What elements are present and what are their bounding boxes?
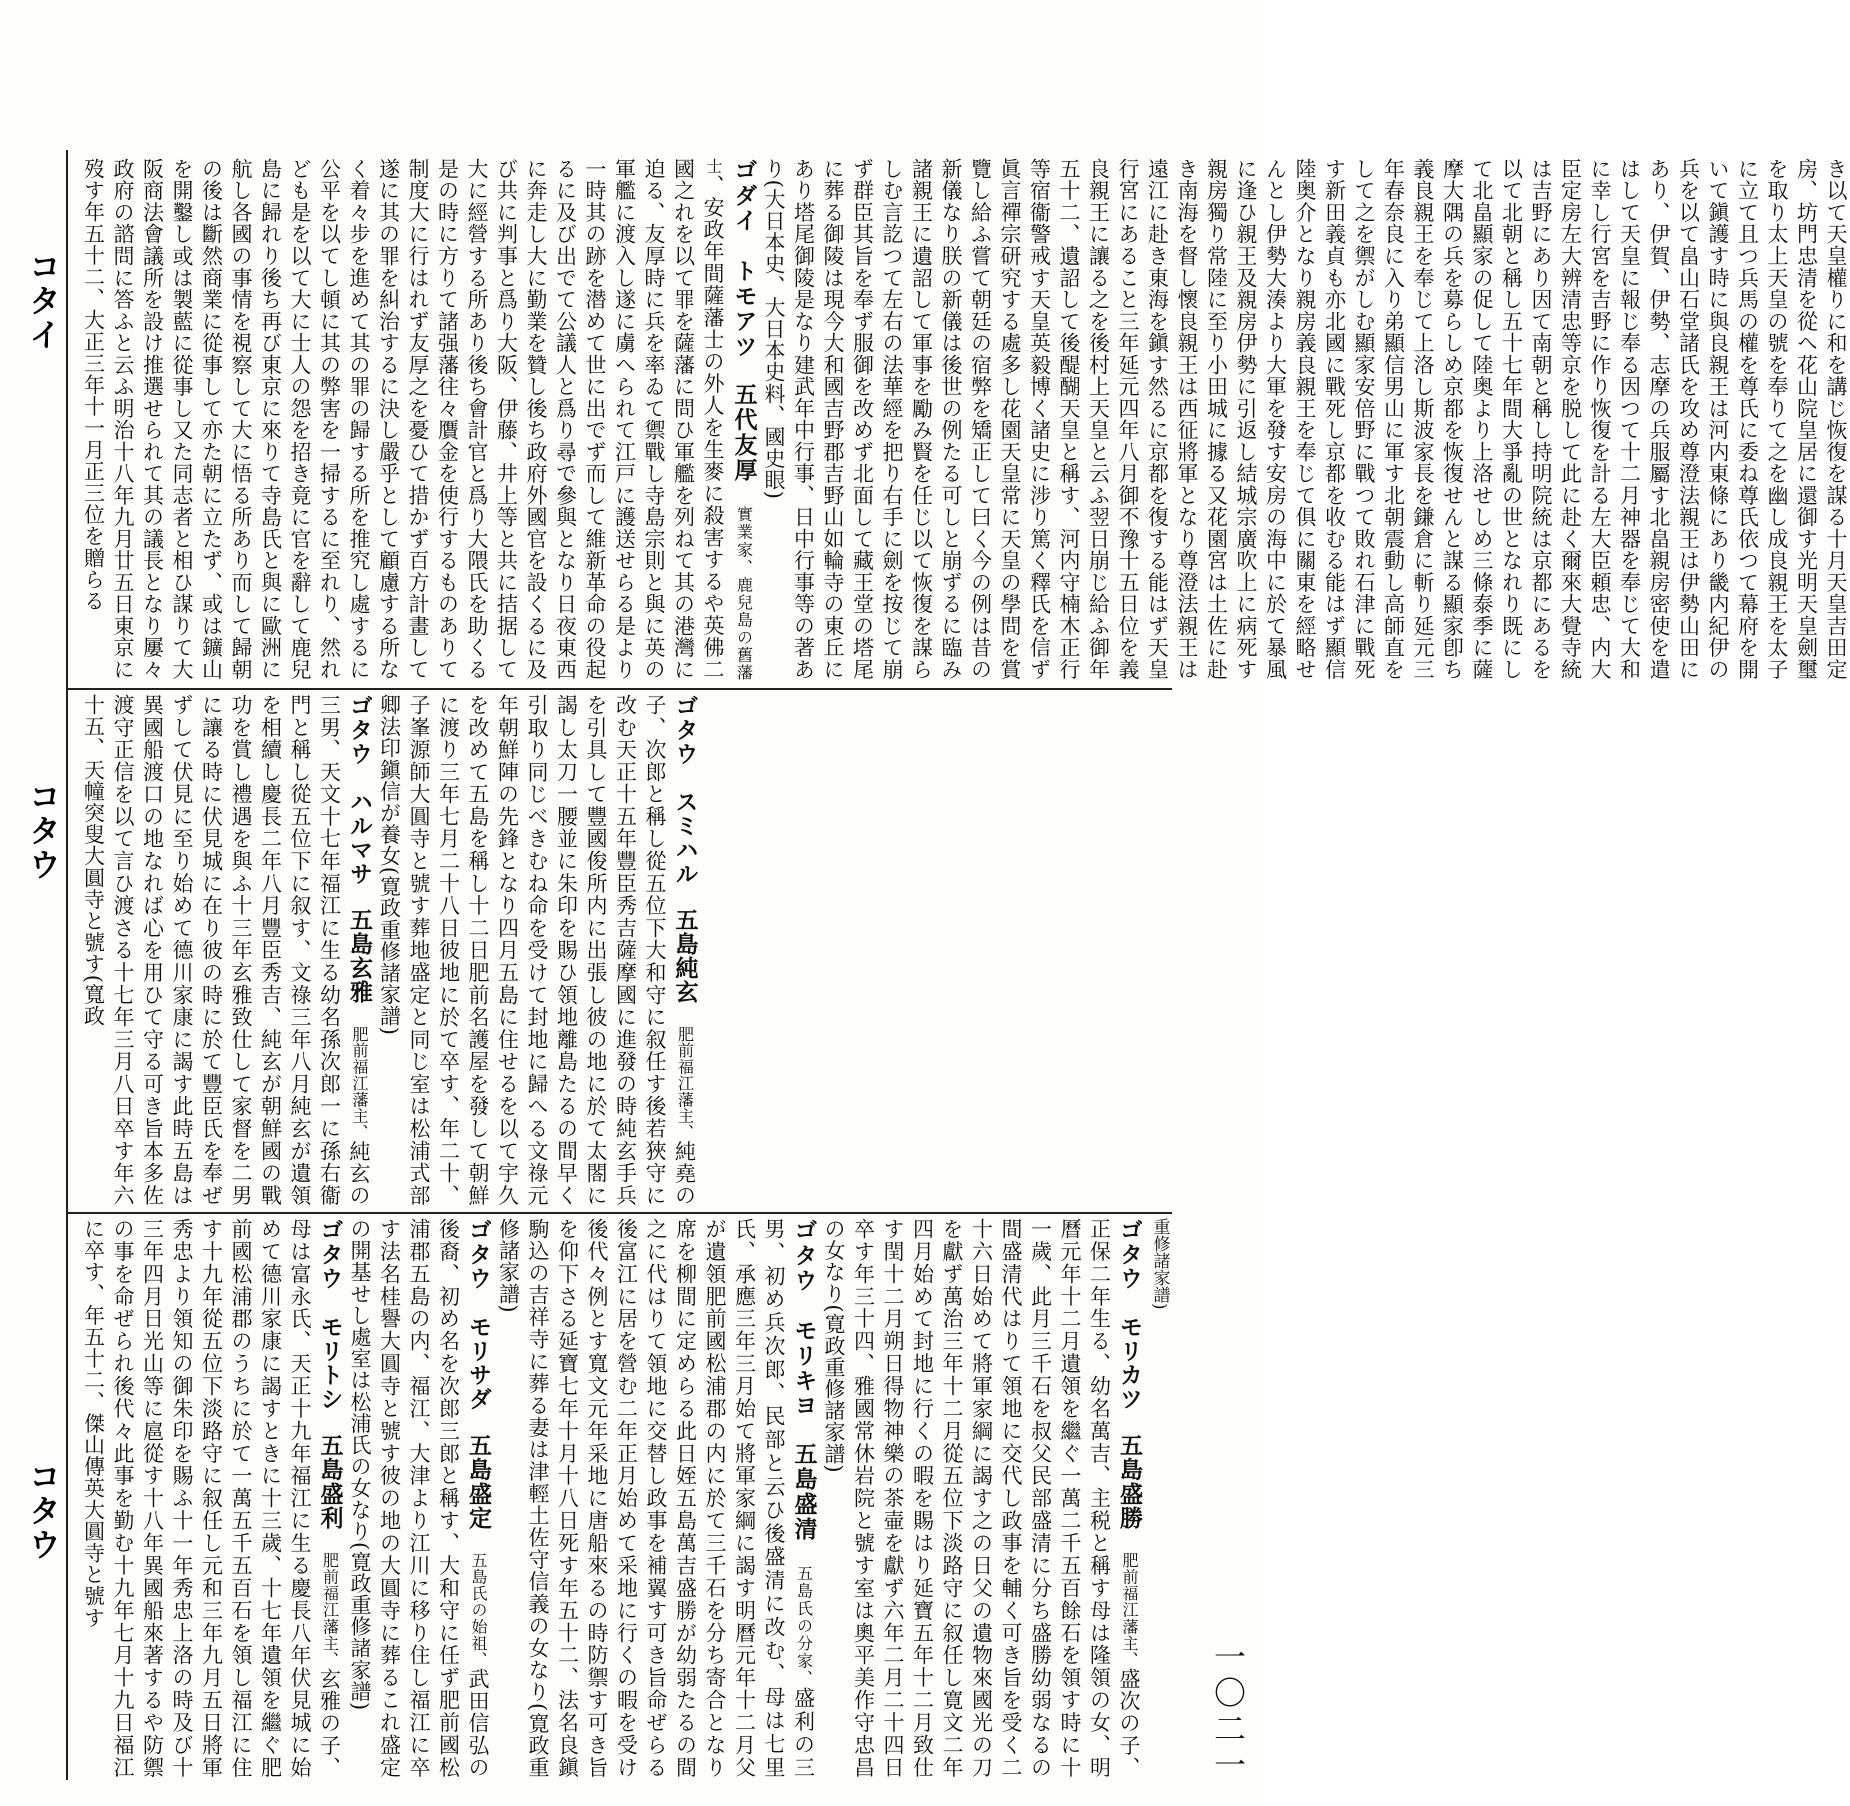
entry-name: 五島盛定 [465, 1433, 491, 1530]
entry-name: 五島盛利 [316, 1433, 343, 1530]
entry-headword: ゴタウ モリトシ [316, 1218, 343, 1412]
entry-body: 武田信弘の後裔、初め名を次郎三郎と稱す、大和守に任ず肥前國松浦郡五島の内、福江、大津より江川に移り住し福江に卒す法名桂譽大圓寺と號す彼の地の大圓寺に葬るこれ盛定の開基せし處室は松浦氏の女なり(寛政重修諸家譜) [348, 1218, 490, 1779]
entry-title: 肥前福江藩主、 [1120, 1552, 1139, 1668]
entry-body: 玄雅の子、母は富永氏、天正十九年福江に生る慶長八年伏見城に始めて德川家康に謁すときに十三歲、十七年遺領を繼ぐ肥前國松浦郡のうちに於て一萬五千五百石を領し福江に住す十九年從五位下淡路守に叙任し元和三年九月五日將軍秀忠より領知の御朱印を賜ふ十一年秀忠上洛の時及び十三年四月日光山等に扈從す十八年異國船來著するや防禦の事を命ぜられ後代々此事を勤む十九年七月十九日福江に卒す、年五十二、傑山傳英大圓寺と號す [81, 1218, 342, 1779]
left-frame-rule [66, 150, 68, 1780]
entry-body: 純玄の三男、天文十七年福江に生る幼名孫次郎一に孫右衞門と稱し從五位下に叙す、文祿三年八月純玄が遺領を相續し慶長二年八月豐臣秀吉、純玄が朝鮮國の戰功を賞し禮遇を與ふ十三年玄雅致仕して家督を二男に讓る時に伏見城に在り彼の時に於て豐臣氏を奉ぜずして伏見に至り始めて德川家康に謁す此時五島は異國船渡口の地なれば心を用ひて守る可き旨本多佐渡守正信を以て言ひ渡さる十七年三月八日卒す年六十五、天幢突叟大圓寺と號す(寬政 [81, 694, 371, 1206]
entry-godai-tomoatsu [78, 158, 759, 680]
entry-goto-sumiharu [374, 694, 700, 1206]
entry-title: 五島氏の分家、 [794, 1564, 814, 1688]
entry-name: 五島盛勝 [1116, 1433, 1142, 1530]
entry-title: 肥前福江藩主、 [320, 1552, 340, 1668]
entry-goto-morikiyo [493, 1218, 819, 1778]
band-divider-lower [66, 1212, 1172, 1214]
entry-goto-morikatsu [819, 1218, 1145, 1778]
entry-headword: ゴタウ ハルマサ [346, 694, 372, 886]
index-tab-kotau-2: コタウ [24, 1460, 62, 1562]
band-middle-text [78, 694, 700, 1206]
entry-body: 盛次の子、正保二年生る、幼名萬吉、主税と稱す母は隆領の女、明曆元年十二月遺領を繼ぐ一萬二千五百餘石を領す時に十一歲、此月三千石を叔父民部盛清に分ち盛勝幼弱なるの間盛清代はりて領地に交代し政事を輔く可き旨を受く二十六日始めて將軍家綱に謁す之の日父の遺物來國光の刀を獻ず萬治三年十二月從五位下淡路守に叙任し寛文二年四月始めて封地に行くの暇を賜はり延寶五年十二月致仕す閏十二月朔日得物神樂の茶壷を獻ず六年二月二十四日卒す年三十四、雅國常休岩院と號す室は奧平美作守忠昌の女なり(寛政重修諸家譜) [822, 1218, 1141, 1779]
paragraph-continued: き以て天皇權りに和を講じ恢復を謀る十月天皇吉田定房、坊門忠清を從へ花山院皇居に還御す光明天皇劍璽を取り太上天皇の號を奉りて之を幽し成良親王を太子に立て且つ兵馬の權を尊氏に委ね尊氏依つて幕府を開いて鎭護す時に與良親王は河内東條にあり畿内紀伊の兵を以て畠山石堂諸氏を攻め尊澄法親王は伊勢山田にあり、伊賀、伊勢、志摩の兵服屬す北畠親房密使を遣はして天皇に報じ奉る因つて十二月神器を奉じて大和に幸し行宮を吉野に作り恢復を計る左大臣頼忠、内大臣定房左大辨清忠等京を脱して此に赴く爾來大覺寺統は吉野にあり因て南朝と稱し持明院統は京都にあるを以て北朝と稱し五十七年間大爭亂の世となれり既にして北畠顯家の促して陸奥より上洛せしめ三條泰季に薩摩大隅の兵を募らしめ京都を恢復せんと謀る顯家卽ち義良親王を奉じて上洛し斯波家長を鎌倉に斬り延元三年春奈良に入り弟顯信男山に軍す北朝震動し高師直をして之を禦がしむ顯家安倍野に戰つて敗れ石津に戰死す新田義貞も亦北國に戰死し京都を收むる能はず顯信陸奥介となり親房義良親王を奉じて俱に關東を經略せんとし伊勢大湊より大軍を發す安房の海中に於て暴風に逢ひ親王及親房伊勢に引返し結城宗廣吹上に病死す親房獨り常陸に至り小田城に據る又花園宮は土佐に赴き南海を督し懷良親王は西征將軍となり尊澄法親王は遠江に赴き東海を鎭す然るに京都を復する能はず天皇行宮にあること三年延元四年八月御不豫十五日位を義良親王に讓る之を後村上天皇と云ふ翌日崩じ給ふ御年五十二、遺詔して後醍醐天皇と稱す、河内守楠木正行等宿衞警戒す天皇英毅博く諸史に涉り篤く釋氏を信ず眞言禪宗研究する處多し花園天皇常に天皇の學問を賞覽し給ふ嘗て朝廷の宿弊を矯正して曰く今の例は昔の新儀なり朕の新儀は後世の例たる可しと崩ずるに臨み諸親王に遺詔して軍事を勵み賢を任じ以て恢復を謀らしむ言訖つて左右の法華經を把り右手に劍を按じて崩ず群臣其旨を奉ず服御を改めず北面して藏王堂の塔尾に葬る御陵は現今大和國吉野郡吉野山如輪寺の東丘にあり塔尾御陵是なり建武年中行事、日中行事等の著あり(大日本史、大日本史料、國史眼) [762, 158, 1848, 680]
entry-headword: ゴダイ トモアツ [730, 158, 757, 360]
entry-title: 五島氏の始祖、 [469, 1552, 488, 1668]
entry-title: 肥前福江藩主、 [350, 1025, 369, 1141]
entry-headword: ゴタウ モリキヨ [790, 1218, 817, 1419]
text-band-bottom [78, 1218, 1172, 1778]
band-bottom-text [78, 1218, 1174, 1778]
entry-goto-moritoshi [78, 1218, 345, 1778]
entry-title: 肥前福江藩主、 [675, 1025, 695, 1141]
entry-headword: ゴタウ モリサダ [465, 1218, 491, 1412]
entry-body: 盛利の三男、初め兵次郎、民部と云ひ後盛清に改む、母は七里氏、承應三年三月始て將軍家綱に謁す明曆元年十二月父が遺領肥前國松浦郡の内に於て三千石を分ち寄合となり席を柳間に定めらる此日姪五島萬吉盛勝が幼弱たるの間之に代はりて領地に交替し政事を補翼す可き旨命ぜらる後富江に居を營む二年正月始めて采地に行くの暇を受け後代々例とす寬文元年采地に唐船來るの時防禦す可き旨を仰下さる延寶七年十月十八日死す年五十二、法名良鎭駒込の吉祥寺に葬る妻は津輕土佐守信義の女なり(寛政重修諸家譜) [496, 1218, 816, 1779]
entry-name: 五代友厚 [730, 382, 757, 483]
entry-goto-morisada [345, 1218, 494, 1778]
entry-name: 五島玄雅 [346, 907, 372, 1004]
band-divider-upper [66, 688, 1172, 690]
index-tab-kotai: コタイ [24, 250, 62, 352]
entry-goto-harumasa [78, 694, 374, 1206]
text-band-middle [78, 694, 1172, 1206]
index-tab-kotau-1: コタウ [24, 780, 62, 882]
page-number: 一〇二一 [1209, 1640, 1247, 1784]
entry-name: 五島純玄 [671, 907, 698, 1004]
band-top-text [78, 158, 1850, 680]
entry-headword: ゴタウ モリカツ [1116, 1218, 1142, 1412]
entry-name: 五島盛清 [790, 1441, 817, 1542]
entry-headword: ゴタウ スミハル [671, 694, 698, 886]
entry-body: 純堯の子、次郎と稱し從五位下大和守に叙任す後若狹守に改む天正十五年豐臣秀吉薩摩國に進發の時純玄手兵を引具して豐國俊所内に出張し彼の地に於て太閤に謁し太刀一腰並に朱印を賜ひ領地離島たるの間早く引取り同じべきむね命を受けて封地に歸へる文祿元年朝鮮陣の先鋒となり四月五島に住せるを以て宇久を改めて五島を稱し十二日肥前名護屋を發して朝鮮に渡り三年七月二十八日彼地に於て卒す、年二十、子峯源師大圓寺と號す葬地盛定と同じ室は松浦式部卿法印鎭信が養女(寛政重修諸家譜) [377, 694, 697, 1206]
entry-body: 、安政年間薩藩士の外人を生麥に殺害するや英佛二國之れを以て罪を薩藩に問ひ軍艦を列ねて其の港灣に迫る、友厚時に兵を率ゐて禦戰し寺島宗則と與に英の軍艦に渡入し遂に虜へられて江戸に護送せらる是より一時其の跡を潜めて世に出でず而して維新革命の役起るに及び出でて公議人と爲り尋で參與となり日夜東西に奔走し大に勤業を贊し後ち政府外國官を設くるに及び共に判事と爲り大阪、伊藤、井上等と共に拮据して大に經營する所あり後ち會計官と爲り大隈氏を助くる是の時に方りて諸强藩往々贋金を使行するものありて制度大に行はれず友厚之を憂ひて措かず百方計畫して遂に其の罪を糾治するに決し嚴乎として顧慮する所なく着々步を進めて其の罪の歸する所を推究し處するに公平を以てし頓に其の弊害を一掃するに至れり、然れども是を以て大に士人の怨を招き竟に官を辭して鹿兒島に歸れり後ち再び東京に來りて寺島氏と與に歐洲に航し各國の事情を視察して大に悟る所あり而して歸朝の後は斷然商業に從事して亦た朝に立たず、或は鑛山を開鑿し或は製藍に從事し又た同志者と相ひ謀りて大阪商法會議所を設け推選せられて其の議長となり屢々政府の諮問に答ふと云ふ明治十八年九月廿五日東京に歿す年五十二、大正三年十一月正三位を贈らる [81, 158, 725, 680]
band-lead-source: 重修諸家譜) [1149, 1218, 1170, 1310]
entry-title: 實業家、鹿兒島の舊藩士 [704, 158, 754, 680]
text-band-top [78, 158, 1848, 680]
